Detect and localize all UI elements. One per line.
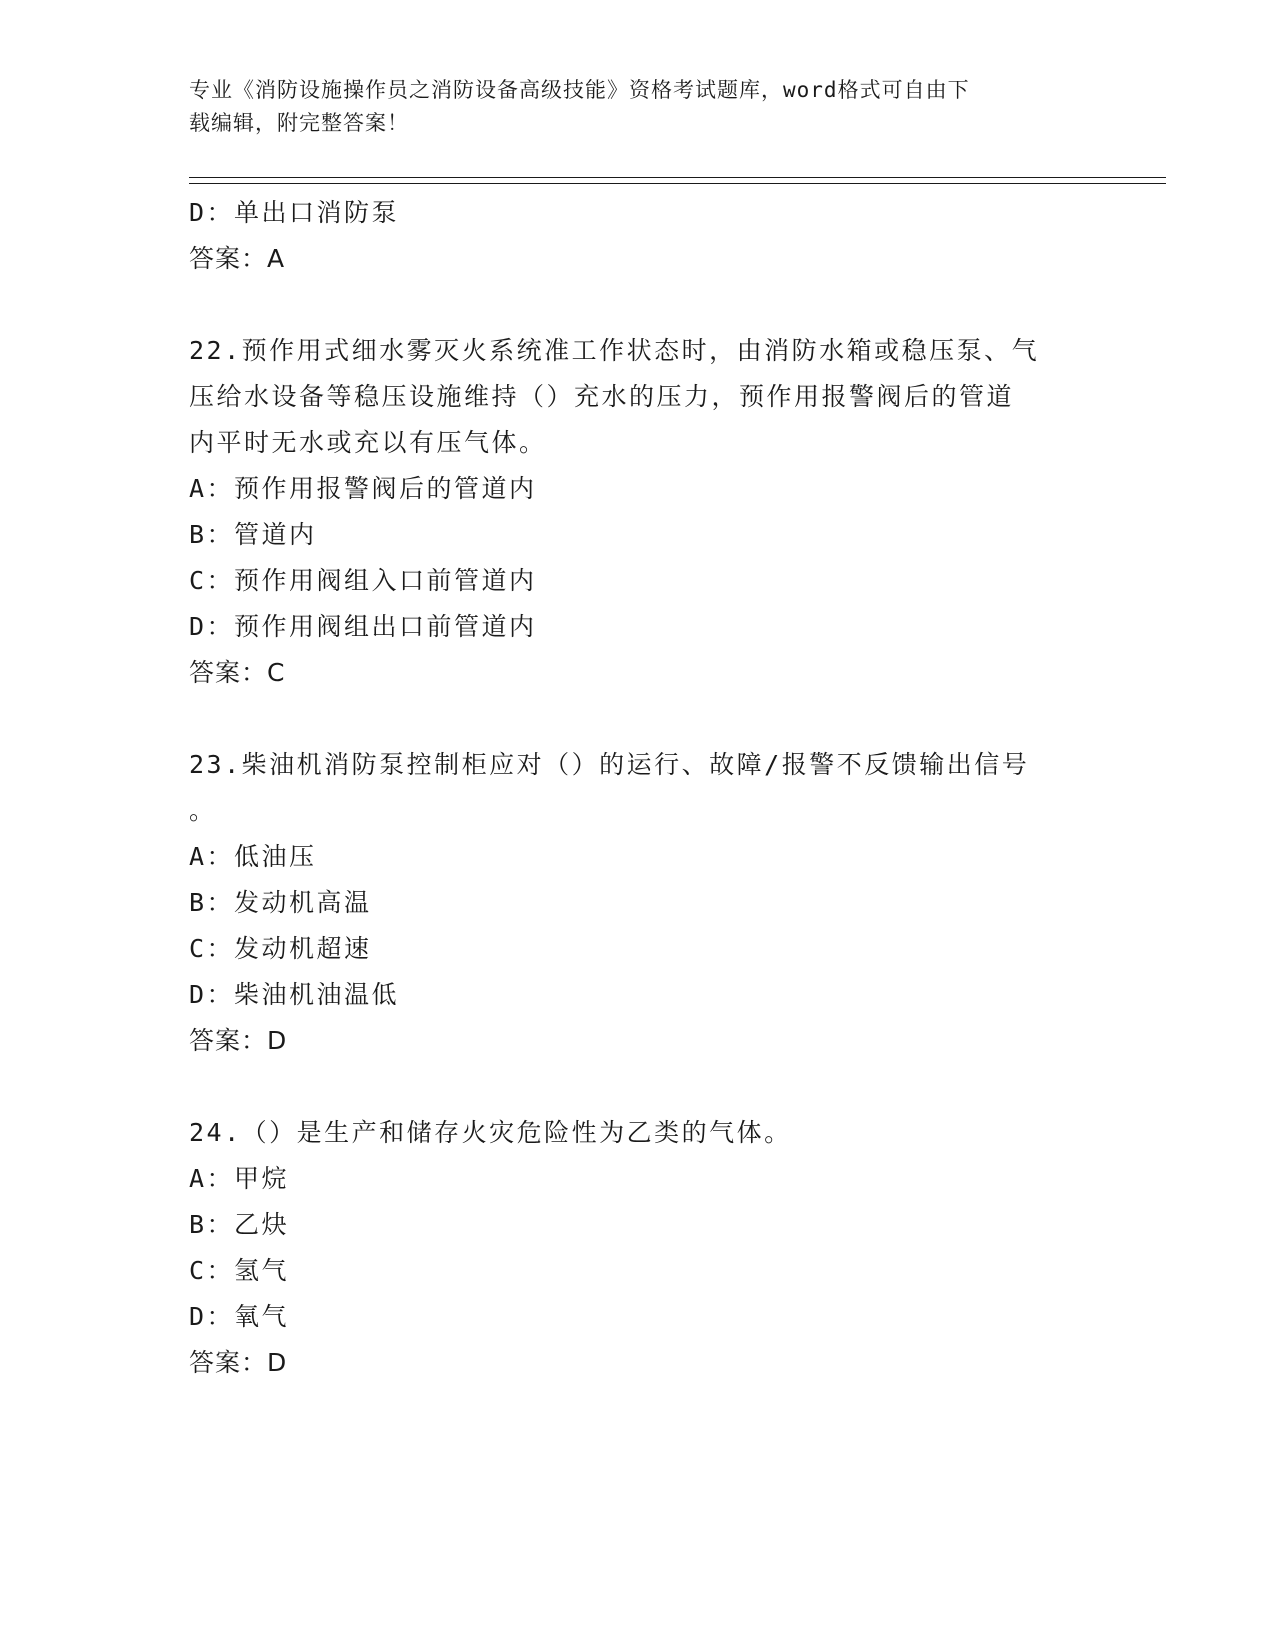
header-line-2: 载编辑，附完整答案！	[189, 111, 409, 135]
document-header	[189, 74, 1089, 140]
question-text-line: 。	[189, 796, 217, 825]
option-b: B：管道内	[189, 520, 317, 549]
question-text-line: 23.柴油机消防泵控制柜应对（）的运行、故障/报警不反馈输出信号	[189, 750, 1030, 779]
question-text	[189, 742, 1089, 834]
option-a: A：预作用报警阀后的管道内	[189, 474, 537, 503]
question-24	[189, 1110, 1089, 1386]
question-text	[189, 1110, 1089, 1156]
option-a: A：低油压	[189, 842, 317, 871]
option-c: C：预作用阀组入口前管道内	[189, 566, 537, 595]
question-text-line: 24.（）是生产和储存火灾危险性为乙类的气体。	[189, 1118, 792, 1147]
answer: 答案：C	[189, 658, 286, 687]
answer: 答案：A	[189, 244, 286, 273]
answer: 答案：D	[189, 1026, 288, 1055]
question-text-line: 内平时无水或充以有压气体。	[189, 428, 547, 457]
option-c: C：氢气	[189, 1256, 290, 1285]
header-line-1: 专业《消防设施操作员之消防设备高级技能》资格考试题库，word格式可自由下	[189, 78, 970, 102]
header-divider-top	[189, 177, 1166, 178]
question-23	[189, 742, 1089, 1064]
option-a: A：甲烷	[189, 1164, 290, 1193]
question-22	[189, 328, 1089, 696]
spacer	[189, 696, 1089, 742]
spacer	[189, 282, 1089, 328]
question-text-line: 压给水设备等稳压设施维持（）充水的压力，预作用报警阀后的管道	[189, 382, 1015, 411]
question-text-line: 22.预作用式细水雾灭火系统准工作状态时，由消防水箱或稳压泵、气	[189, 336, 1040, 365]
option-d: D：预作用阀组出口前管道内	[189, 612, 537, 641]
question-text	[189, 328, 1089, 466]
question-list	[189, 190, 1089, 1386]
question-21-tail	[189, 190, 1089, 282]
option-c: C：发动机超速	[189, 934, 372, 963]
option-d: D：单出口消防泵	[189, 198, 400, 227]
option-b: B：发动机高温	[189, 888, 372, 917]
option-d: D：柴油机油温低	[189, 980, 400, 1009]
spacer	[189, 1064, 1089, 1110]
option-d: D：氧气	[189, 1302, 290, 1331]
header-divider-bottom	[189, 183, 1166, 184]
answer: 答案：D	[189, 1348, 288, 1377]
option-b: B：乙炔	[189, 1210, 290, 1239]
